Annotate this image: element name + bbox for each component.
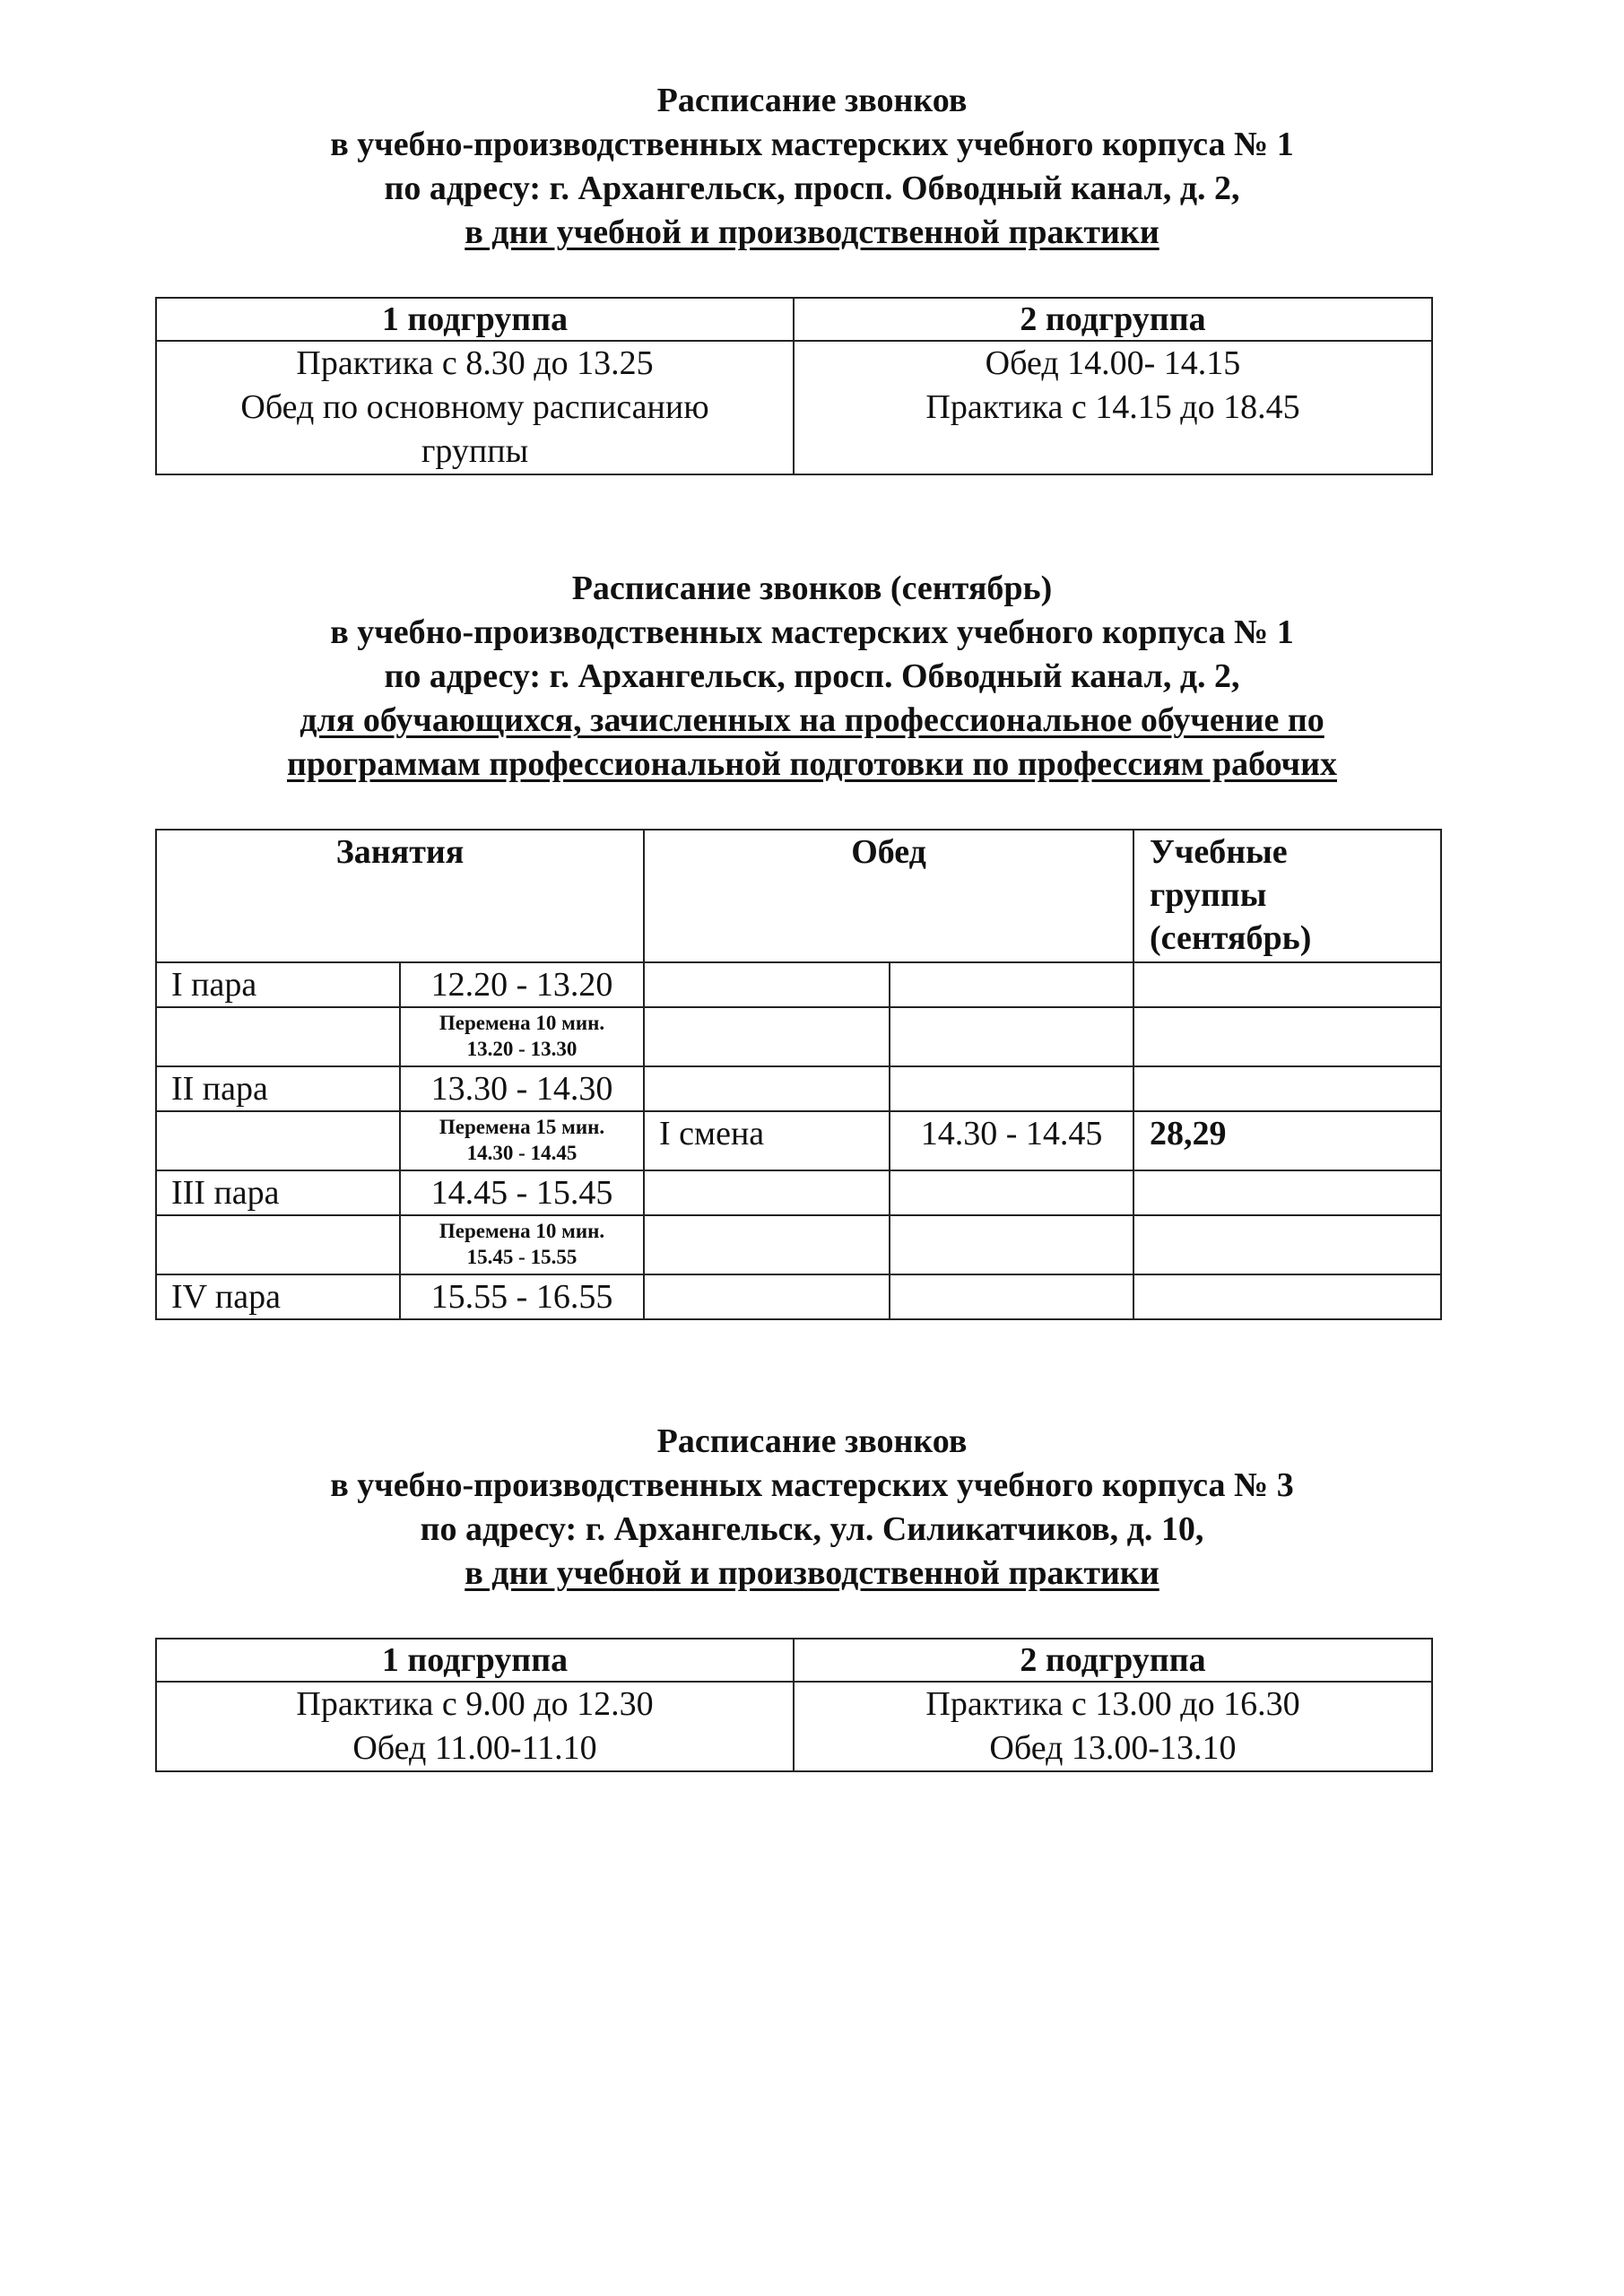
- empty-cell: [1133, 1215, 1441, 1274]
- table-row: [156, 341, 1432, 474]
- section2-table: [155, 829, 1442, 1320]
- table-row: [156, 1007, 1441, 1066]
- empty-cell: [1133, 1007, 1441, 1066]
- empty-cell: [890, 1066, 1133, 1111]
- section1-table: [155, 297, 1433, 475]
- header-lunch: Обед: [644, 830, 1133, 962]
- pair-time: 12.20 - 13.20: [400, 962, 644, 1007]
- cell-line: группы: [421, 432, 529, 470]
- header-groups-line: Учебные: [1150, 833, 1288, 871]
- empty-cell: [156, 1215, 400, 1274]
- cell-line: Обед 11.00-11.10: [352, 1729, 597, 1767]
- section2-address: по адресу: г. Архангельск, просп. Обводный канал, д. 2,: [384, 657, 1240, 695]
- table-row: [156, 1274, 1441, 1319]
- break-time: 13.20 - 13.30: [466, 1038, 578, 1060]
- section2-title: Расписание звонков (сентябрь): [571, 570, 1053, 607]
- empty-cell: [890, 1274, 1133, 1319]
- cell-line: Обед 14.00- 14.15: [985, 344, 1241, 382]
- break-duration: Перемена 10 мин.: [439, 1220, 605, 1242]
- table-header-row: [156, 1639, 1432, 1682]
- empty-cell: [644, 962, 890, 1007]
- empty-cell: [644, 1007, 890, 1066]
- section1-heading: [0, 79, 1624, 255]
- section1-subtitle-building: в учебно-производственных мастерских учебного корпуса № 1: [330, 126, 1294, 163]
- section1-address: по адресу: г. Архангельск, просп. Обводный канал, д. 2,: [384, 170, 1240, 207]
- subgroup-2-cell: [794, 341, 1432, 474]
- header-subgroup-2: 2 подгруппа: [794, 1639, 1432, 1682]
- pair-label: I пара: [156, 962, 400, 1007]
- section3-subtitle-building: в учебно-производственных мастерских учебного корпуса № 3: [330, 1466, 1294, 1504]
- pair-label: III пара: [156, 1170, 400, 1215]
- empty-cell: [156, 1111, 400, 1170]
- table-row: [156, 1066, 1441, 1111]
- cell-line: Обед по основному расписанию: [240, 388, 709, 426]
- empty-cell: [1133, 962, 1441, 1007]
- header-groups-line: (сентябрь): [1150, 919, 1312, 957]
- empty-cell: [644, 1170, 890, 1215]
- section3-heading: [0, 1420, 1624, 1596]
- empty-cell: [890, 1007, 1133, 1066]
- subgroup-1-cell: [156, 1682, 794, 1771]
- lunch-shift: I смена: [644, 1111, 890, 1170]
- empty-cell: [644, 1066, 890, 1111]
- pair-time: 14.45 - 15.45: [400, 1170, 644, 1215]
- section2-subtitle-building: в учебно-производственных мастерских учебного корпуса № 1: [330, 613, 1294, 651]
- cell-line: Практика с 13.00 до 16.30: [925, 1685, 1300, 1723]
- section2-heading: [0, 567, 1624, 787]
- section3-title: Расписание звонков: [656, 1422, 968, 1460]
- header-groups: [1133, 830, 1441, 962]
- section1-title: Расписание звонков: [656, 82, 968, 119]
- break-cell: [400, 1111, 644, 1170]
- study-groups: 28,29: [1133, 1111, 1441, 1170]
- break-cell: [400, 1007, 644, 1066]
- table-row: [156, 1215, 1441, 1274]
- header-groups-line: группы: [1150, 876, 1267, 914]
- lunch-time: 14.30 - 14.45: [890, 1111, 1133, 1170]
- section3-condition: в дни учебной и производственной практики: [465, 1554, 1159, 1592]
- table-row: [156, 1111, 1441, 1170]
- table-header-row: [156, 298, 1432, 341]
- empty-cell: [644, 1215, 890, 1274]
- section3-address: по адресу: г. Архангельск, ул. Силикатчиков, д. 10,: [420, 1510, 1204, 1548]
- section3-table: [155, 1638, 1433, 1772]
- break-time: 15.45 - 15.55: [466, 1246, 578, 1268]
- pair-time: 15.55 - 16.55: [400, 1274, 644, 1319]
- empty-cell: [890, 1170, 1133, 1215]
- subgroup-2-cell: [794, 1682, 1432, 1771]
- header-classes: Занятия: [156, 830, 644, 962]
- empty-cell: [1133, 1274, 1441, 1319]
- table-row: [156, 962, 1441, 1007]
- pair-label: IV пара: [156, 1274, 400, 1319]
- cell-line: Практика с 9.00 до 12.30: [296, 1685, 654, 1723]
- section1-condition: в дни учебной и производственной практики: [465, 213, 1159, 251]
- empty-cell: [890, 1215, 1133, 1274]
- table-row: [156, 1170, 1441, 1215]
- pair-time: 13.30 - 14.30: [400, 1066, 644, 1111]
- pair-label: II пара: [156, 1066, 400, 1111]
- table-row: [156, 1682, 1432, 1771]
- header-subgroup-1: 1 подгруппа: [156, 298, 794, 341]
- table-header-row: [156, 830, 1441, 962]
- empty-cell: [890, 962, 1133, 1007]
- section2-audience-line-1: для обучающихся, зачисленных на профессиональное обучение по: [300, 701, 1324, 739]
- section2-audience-line-2: программам профессиональной подготовки по профессиям рабочих: [287, 745, 1337, 783]
- break-time: 14.30 - 14.45: [466, 1142, 578, 1164]
- cell-line: Практика с 8.30 до 13.25: [296, 344, 654, 382]
- header-subgroup-2: 2 подгруппа: [794, 298, 1432, 341]
- header-subgroup-1: 1 подгруппа: [156, 1639, 794, 1682]
- empty-cell: [1133, 1066, 1441, 1111]
- break-duration: Перемена 10 мин.: [439, 1012, 605, 1034]
- break-cell: [400, 1215, 644, 1274]
- empty-cell: [156, 1007, 400, 1066]
- break-duration: Перемена 15 мин.: [439, 1116, 605, 1138]
- empty-cell: [644, 1274, 890, 1319]
- subgroup-1-cell: [156, 341, 794, 474]
- cell-line: Практика с 14.15 до 18.45: [925, 388, 1300, 426]
- empty-cell: [1133, 1170, 1441, 1215]
- cell-line: Обед 13.00-13.10: [989, 1729, 1237, 1767]
